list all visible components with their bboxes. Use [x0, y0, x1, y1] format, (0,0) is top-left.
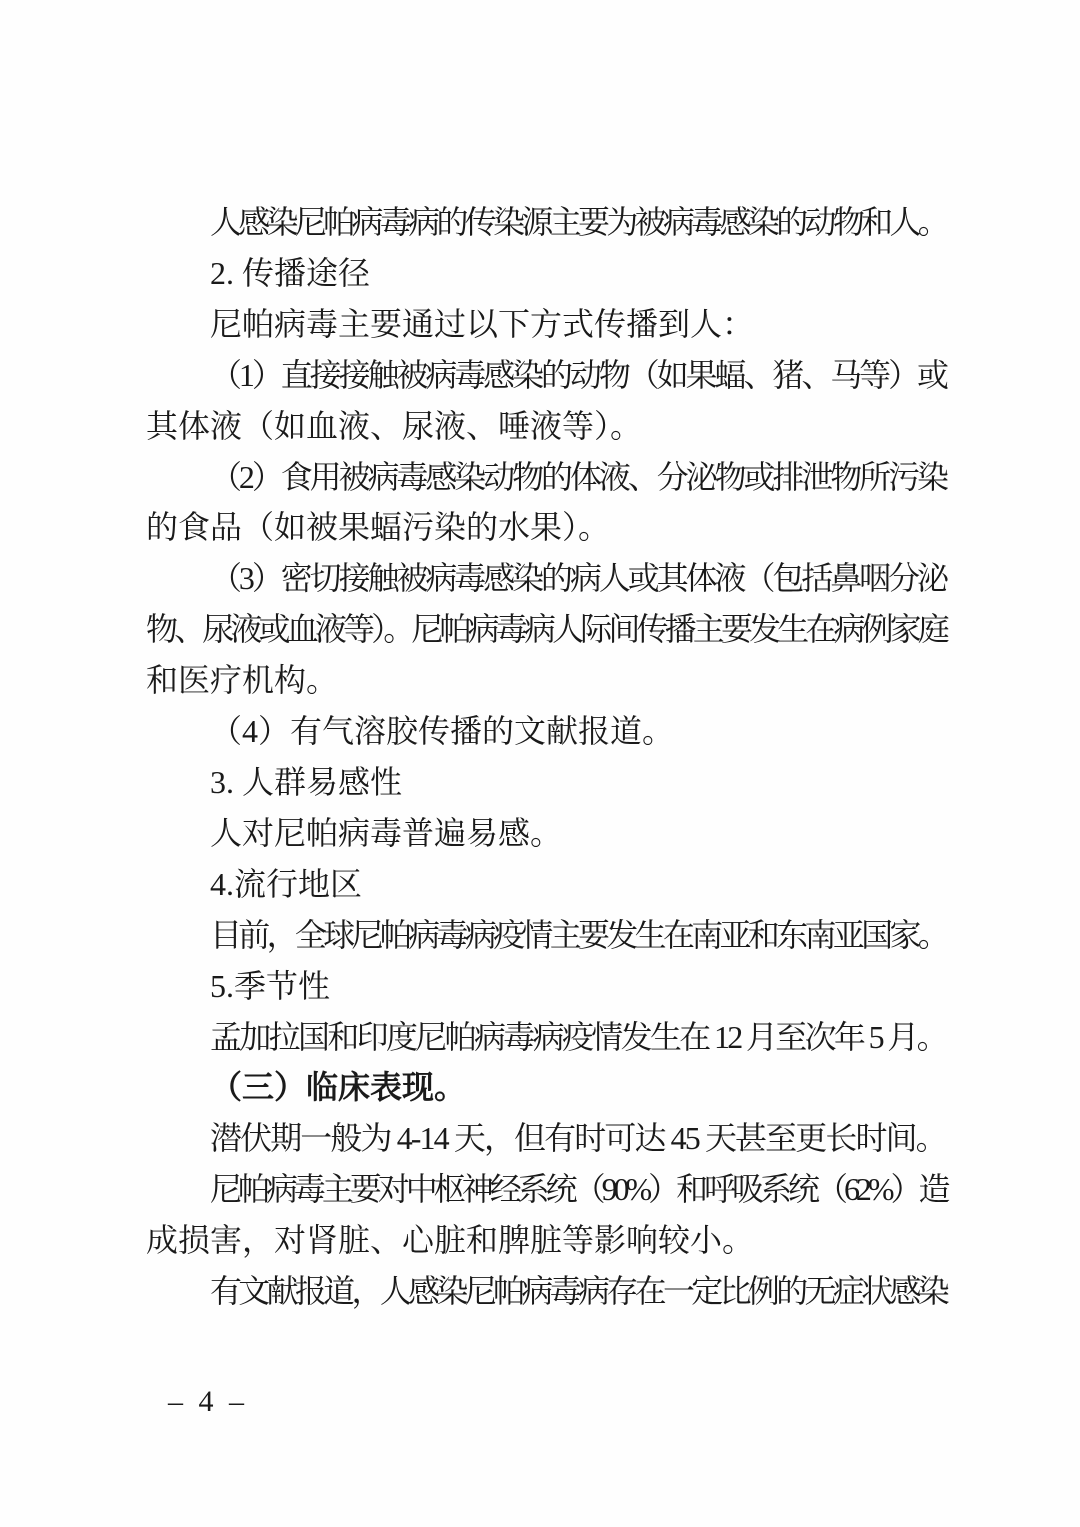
text-line: 5.季节性 [210, 967, 331, 1004]
list-item-4 [146, 706, 946, 757]
text-line: 的食品（如被果蝠污染的水果）。 [146, 509, 611, 546]
text-line: 3. 人群易感性 [210, 763, 403, 800]
text-line: （2）食用被病毒感染动物的体液、分泌物或排泄物所污染 [210, 458, 946, 495]
paragraph [146, 910, 946, 961]
text-line: （1）直接接触被病毒感染的动物（如果蝠、猪、马等）或 [210, 356, 946, 393]
paragraph [146, 299, 946, 350]
paragraph [146, 1012, 946, 1063]
text-line: 和医疗机构。 [146, 662, 339, 699]
text-line: （三）临床表现。 [210, 1069, 467, 1106]
text-line: 成损害，对肾脏、心脏和脾脏等影响较小。 [146, 1222, 755, 1259]
text-line: 人对尼帕病毒普遍易感。 [210, 814, 563, 851]
text-line: 目前，全球尼帕病毒病疫情主要发生在南亚和东南亚国家。 [210, 916, 947, 953]
subsection-heading-clinical [146, 1062, 946, 1113]
text-line: 尼帕病毒主要通过以下方式传播到人： [210, 305, 755, 342]
section-heading-5 [146, 961, 946, 1012]
text-line: （4）有气溶胶传播的文献报道。 [210, 713, 675, 750]
text-line: 孟加拉国和印度尼帕病毒病疫情发生在 12 月至次年 5 月。 [210, 1018, 946, 1055]
list-item-1 [146, 350, 946, 452]
paragraph [146, 808, 946, 859]
text-line: 人感染尼帕病毒病的传染源主要为被病毒感染的动物和人。 [210, 204, 947, 240]
paragraph [146, 1164, 946, 1266]
text-line: 2. 传播途径 [210, 254, 371, 291]
text-line: 其体液（如血液、尿液、唾液等）。 [146, 407, 643, 444]
list-item-2 [146, 452, 946, 554]
document-body [146, 197, 946, 1317]
text-line: （3）密切接触被病毒感染的病人或其体液（包括鼻咽分泌 [210, 560, 946, 597]
text-line: 潜伏期一般为 4-14 天，但有时可达 45 天甚至更长时间。 [210, 1120, 946, 1157]
section-heading-2 [146, 248, 946, 299]
paragraph [146, 1113, 946, 1164]
text-line: 有文献报道，人感染尼帕病毒病存在一定比例的无症状感染 [210, 1273, 947, 1310]
paragraph [146, 1266, 946, 1317]
text-line: 4.流行地区 [210, 865, 363, 902]
list-item-3 [146, 553, 946, 706]
section-heading-4 [146, 859, 946, 910]
paragraph [146, 197, 946, 248]
section-heading-3 [146, 757, 946, 808]
page-number: – 4 – [168, 1385, 248, 1418]
text-line: 物、尿液或血液等）。尼帕病毒病人际间传播主要发生在病例家庭 [146, 611, 947, 648]
text-line: 尼帕病毒主要对中枢神经系统（90%）和呼吸系统（62%）造 [210, 1171, 947, 1208]
